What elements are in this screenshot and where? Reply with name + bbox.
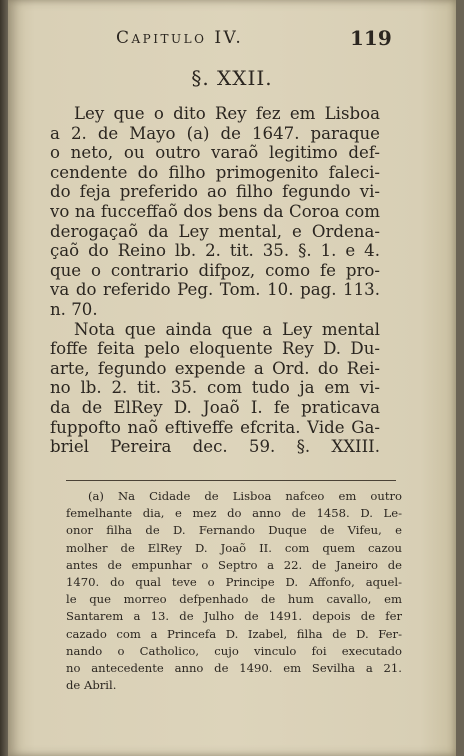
footnote-line: femelhante dia, e mez do anno de 1458. D. Le- [66, 506, 402, 521]
running-head [8, 28, 456, 54]
page-number: 119 [350, 26, 392, 50]
text-line: arte, fegundo expende a Ord. do Rei- [50, 358, 380, 378]
footnote-line: Santarem a 13. de Julho de 1491. depois de fer [66, 609, 402, 624]
text-line: Ley que o dito Rey fez em Lisboa [74, 104, 380, 123]
text-line: foffe feita pelo eloquente Rey D. Du- [50, 339, 380, 359]
text-line: çaõ do Reino lb. 2. tit. 35. §. 1. e 4. [50, 241, 380, 261]
footnote-line: molher de ElRey D. Joaõ II. com quem cazou [66, 540, 402, 555]
footnote [66, 488, 402, 694]
footnote-line: antes de empunhar o Septro a 22. de Janeiro de [66, 557, 402, 572]
text-line: fuppofto naõ eftiveffe efcrita. Vide Ga- [50, 417, 380, 437]
main-text [50, 104, 380, 457]
text-line: derogaçaõ da Ley mental, e Ordena- [50, 221, 380, 241]
footnote-line: nando o Catholico, cujo vinculo foi executado [66, 643, 402, 658]
footnote-line: de Abril. [66, 678, 117, 693]
footnote-line: no antecedente anno de 1490. em Sevilha a 21. [66, 661, 402, 676]
text-line: n. 70. [50, 299, 98, 319]
text-line: va do referido Peg. Tom. 10. pag. 113. [50, 280, 380, 300]
section-title: §. XXII. [191, 66, 273, 90]
chapter-heading: Capitulo IV. [116, 28, 244, 48]
footnote-line: (a) Na Cidade de Lisboa nafceo em outro [88, 489, 402, 503]
footnote-line: 1470. do qual teve o Principe D. Affonfo, aquel- [66, 575, 402, 590]
text-line: no lb. 2. tit. 35. com tudo ja em vi- [50, 378, 380, 398]
footnote-rule [66, 480, 396, 481]
text-line: do feja preferido ao filho fegundo vi- [50, 182, 380, 202]
book-page [8, 0, 456, 756]
book-gutter [0, 0, 8, 756]
text-line: cendente do filho primogenito faleci- [50, 162, 380, 182]
text-line: da de ElRey D. Joaõ I. fe praticava [50, 397, 380, 417]
footnote-line: cazado com a Princefa D. Izabel, filha de D. Fer- [66, 626, 402, 641]
footnote-line: le que morreo defpenhado de hum cavallo, em [66, 592, 402, 607]
text-line: Nota que ainda que a Ley mental [74, 319, 380, 339]
text-line: a 2. de Mayo (a) de 1647. paraque [50, 123, 380, 143]
footnote-line: onor filha de D. Fernando Duque de Vifeu, e [66, 523, 402, 538]
text-line: o neto, ou outro varaõ legitimo def- [50, 143, 380, 163]
text-line: vo na fucceffaõ dos bens da Coroa com [50, 201, 380, 221]
text-line: briel Pereira dec. 59. §. XXIII. [50, 437, 380, 457]
text-line: que o contrario difpoz, como fe pro- [50, 260, 380, 280]
